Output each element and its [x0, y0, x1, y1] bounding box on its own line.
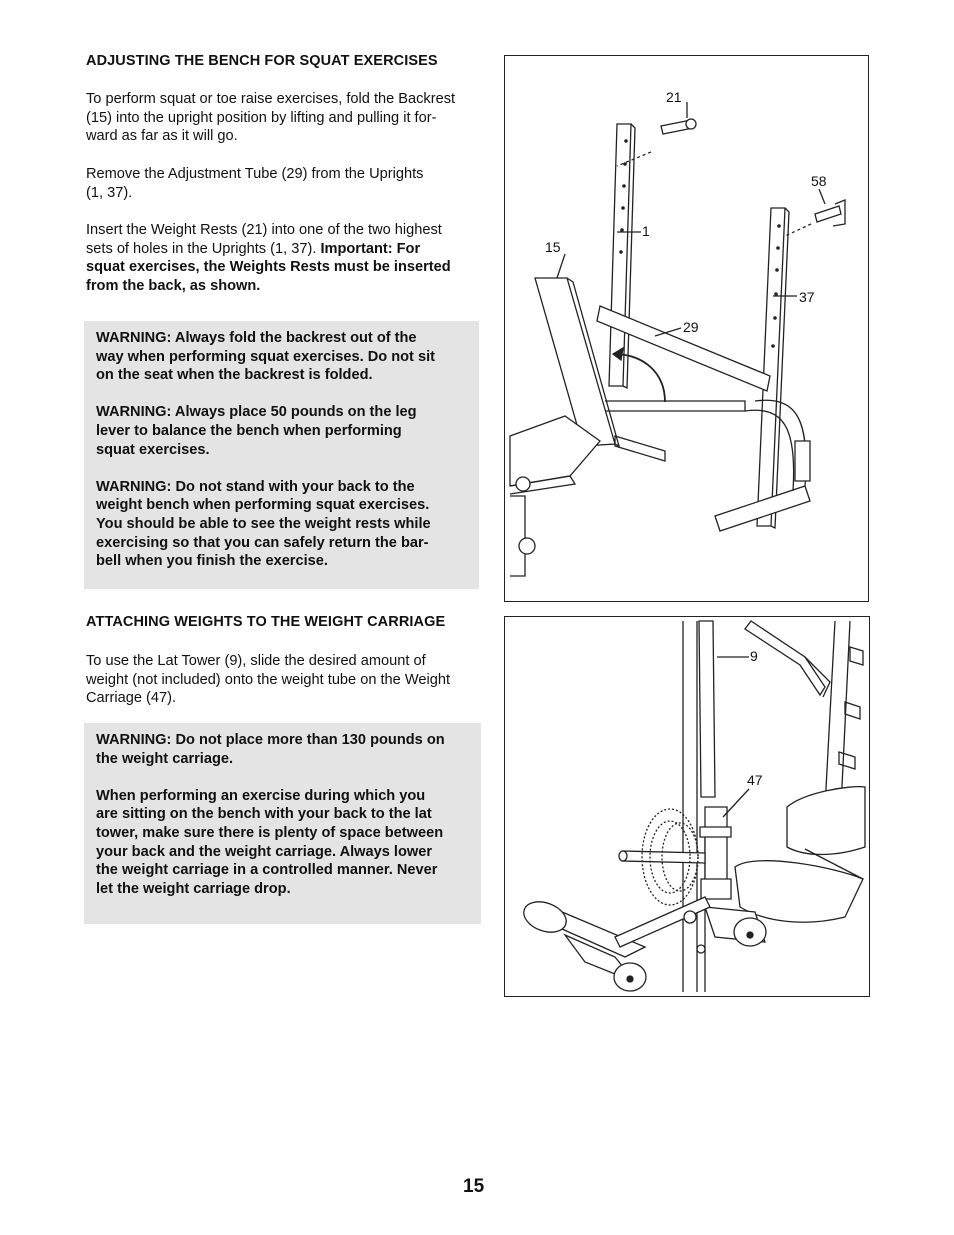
callout-47: 47 — [747, 772, 763, 788]
warning-line: WARNING: Do not stand with your back to the — [96, 478, 415, 495]
important-note: squat exercises, the Weights Rests must be inserted — [86, 259, 451, 276]
warning-line: You should be able to see the weight rests while — [96, 515, 431, 532]
para-line: (15) into the upright position by lifting and pulling it for- — [86, 109, 437, 126]
para-text: sets of holes in the Uprights (1, 37). — [86, 240, 321, 257]
section1-para2 — [86, 165, 486, 202]
weight-carriage-figure — [504, 616, 870, 997]
important-note: Important: For — [320, 240, 421, 257]
warning-line: let the weight carriage drop. — [96, 880, 291, 897]
warning-line: weight bench when performing squat exercises. — [96, 497, 430, 514]
warning-line: WARNING: Always place 50 pounds on the leg — [96, 404, 417, 421]
warning-line: your back and the weight carriage. Always lower — [96, 843, 433, 860]
warning-line: the weight carriage in a controlled manner. Never — [96, 862, 438, 879]
warning-line: squat exercises. — [96, 441, 210, 458]
warning-line: bell when you finish the exercise. — [96, 553, 328, 570]
page-number: 15 — [463, 1176, 485, 1197]
carriage-warning-box — [84, 723, 481, 924]
section2-heading: ATTACHING WEIGHTS TO THE WEIGHT CARRIAGE — [86, 614, 446, 630]
callout-9: 9 — [750, 648, 758, 664]
squat-setup-figure — [504, 55, 869, 602]
section1-heading: ADJUSTING THE BENCH FOR SQUAT EXERCISES — [86, 53, 438, 69]
para-line: Insert the Weight Rests (21) into one of the two highest — [86, 222, 442, 238]
warning-line: WARNING: Always fold the backrest out of the — [96, 330, 417, 346]
squat-setup-drawing — [505, 56, 870, 603]
warning-line: When performing an exercise during which you — [96, 787, 426, 804]
para-line: To perform squat or toe raise exercises, fold the Backrest — [86, 91, 456, 107]
warning-line: on the seat when the backrest is folded. — [96, 367, 373, 384]
callout-29: 29 — [683, 319, 699, 335]
section2-para1 — [86, 652, 486, 708]
para-line: (1, 37). — [86, 184, 133, 201]
weight-carriage-drawing — [505, 617, 871, 998]
callout-21: 21 — [666, 89, 682, 105]
callout-1: 1 — [642, 223, 650, 239]
para-line: weight (not included) onto the weight tube on the Weight — [86, 671, 451, 688]
spacer — [96, 385, 467, 404]
callout-58: 58 — [811, 173, 827, 189]
warning-line: are sitting on the bench with your back to the lat — [96, 806, 432, 823]
callout-15: 15 — [545, 239, 561, 255]
para-line: To use the Lat Tower (9), slide the desired amount of — [86, 653, 426, 669]
warning-line: WARNING: Do not place more than 130 pounds on — [96, 732, 445, 748]
para-line — [86, 240, 486, 259]
section1-para1 — [86, 90, 486, 146]
para-line: ward as far as it will go. — [86, 128, 238, 145]
callout-37: 37 — [799, 289, 815, 305]
spacer — [96, 768, 469, 787]
warning-line: the weight carriage. — [96, 750, 234, 767]
squat-warning-box — [84, 321, 479, 589]
important-note: from the back, as shown. — [86, 277, 261, 294]
warning-line: way when performing squat exercises. Do not sit — [96, 348, 435, 365]
spacer — [96, 459, 467, 478]
para-line: Remove the Adjustment Tube (29) from the Uprights — [86, 166, 424, 182]
warning-line: lever to balance the bench when performing — [96, 422, 402, 439]
section1-para3 — [86, 221, 486, 295]
para-line: Carriage (47). — [86, 690, 177, 707]
warning-line: exercising so that you can safely return the bar- — [96, 534, 429, 551]
warning-line: tower, make sure there is plenty of space between — [96, 824, 444, 841]
